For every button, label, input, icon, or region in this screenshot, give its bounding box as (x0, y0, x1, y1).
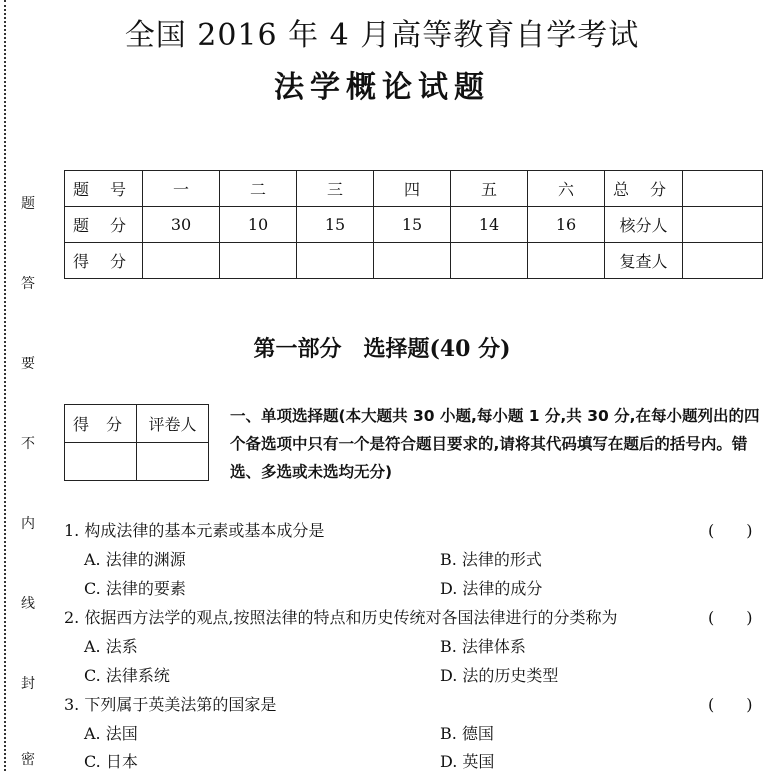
score-entry-cell (143, 243, 220, 279)
table-cell: 题 号 (65, 171, 143, 207)
table-cell: 题 分 (65, 207, 143, 243)
score-table-row (65, 171, 763, 207)
question-stem: 2. 依据西方法学的观点,按照法律的特点和历史传统对各国法律进行的分类称为 (64, 608, 618, 627)
table-cell: 16 (528, 207, 605, 243)
option-c: C. 法律的要素 (84, 579, 186, 598)
score-table-row (65, 207, 763, 243)
grader-score-cell (65, 443, 137, 481)
score-entry-cell (297, 243, 374, 279)
binding-char: 密 (21, 752, 35, 768)
option-a: A. 法国 (84, 724, 138, 743)
table-cell: 得 分 (65, 243, 143, 279)
section-instructions: 一、单项选择题(本大题共 30 小题,每小题 1 分,共 30 分,在每小题列出的四个备选项中只有一个是符合题目要求的,请将其代码填写在题后的括号内。错选、多选或未选均无分) (230, 407, 760, 481)
binding-char: 封 (21, 676, 35, 692)
score-table (64, 170, 763, 279)
score-entry-cell (528, 243, 605, 279)
option-a: A. 法系 (84, 637, 138, 656)
score-entry-cell (451, 243, 528, 279)
grader-label: 评卷人 (137, 405, 209, 443)
total-score-field (683, 171, 763, 207)
part-title: 第一部分 选择题(40 分) (253, 336, 511, 362)
option-d: D. 英国 (440, 752, 495, 771)
binding-char: 要 (21, 356, 35, 372)
binding-char: 题 (21, 196, 35, 212)
score-entry-cell (220, 243, 297, 279)
binding-char: 线 (21, 596, 35, 612)
option-c: C. 日本 (84, 752, 138, 771)
answer-parentheses: ( ) (708, 695, 753, 714)
option-d: D. 法律的成分 (440, 579, 543, 598)
binding-char: 答 (21, 276, 35, 292)
answer-parentheses: ( ) (708, 521, 753, 540)
option-d: D. 法的历史类型 (440, 666, 559, 685)
option-b: B. 法律体系 (440, 637, 526, 656)
table-cell: 15 (297, 207, 374, 243)
binding-dotted-line (4, 0, 6, 771)
question-stem: 1. 构成法律的基本元素或基本成分是 (64, 521, 325, 540)
exam-title: 全国 2016 年 4 月高等教育自学考试 (124, 18, 640, 53)
table-cell: 14 (451, 207, 528, 243)
table-cell: 核分人 (605, 207, 683, 243)
table-cell: 三 (297, 171, 374, 207)
table-cell: 六 (528, 171, 605, 207)
table-cell: 四 (374, 171, 451, 207)
option-b: B. 法律的形式 (440, 550, 542, 569)
score-table-row (65, 243, 763, 279)
table-cell: 一 (143, 171, 220, 207)
table-cell: 二 (220, 171, 297, 207)
reviewer-field (683, 243, 763, 279)
grader-name-cell (137, 443, 209, 481)
binding-char: 不 (21, 436, 35, 452)
option-a: A. 法律的渊源 (84, 550, 186, 569)
subject-title: 法学概论试题 (274, 70, 490, 105)
table-cell: 五 (451, 171, 528, 207)
option-b: B. 德国 (440, 724, 494, 743)
grader-score-label: 得 分 (65, 405, 137, 443)
answer-parentheses: ( ) (708, 608, 753, 627)
table-cell: 复查人 (605, 243, 683, 279)
table-cell: 30 (143, 207, 220, 243)
option-c: C. 法律系统 (84, 666, 170, 685)
grader-table (64, 404, 209, 481)
score-entry-cell (374, 243, 451, 279)
table-cell: 10 (220, 207, 297, 243)
table-cell: 15 (374, 207, 451, 243)
binding-char: 内 (21, 516, 35, 532)
table-cell: 总 分 (605, 171, 683, 207)
question-stem: 3. 下列属于英美法第的国家是 (64, 695, 277, 714)
checker-field (683, 207, 763, 243)
